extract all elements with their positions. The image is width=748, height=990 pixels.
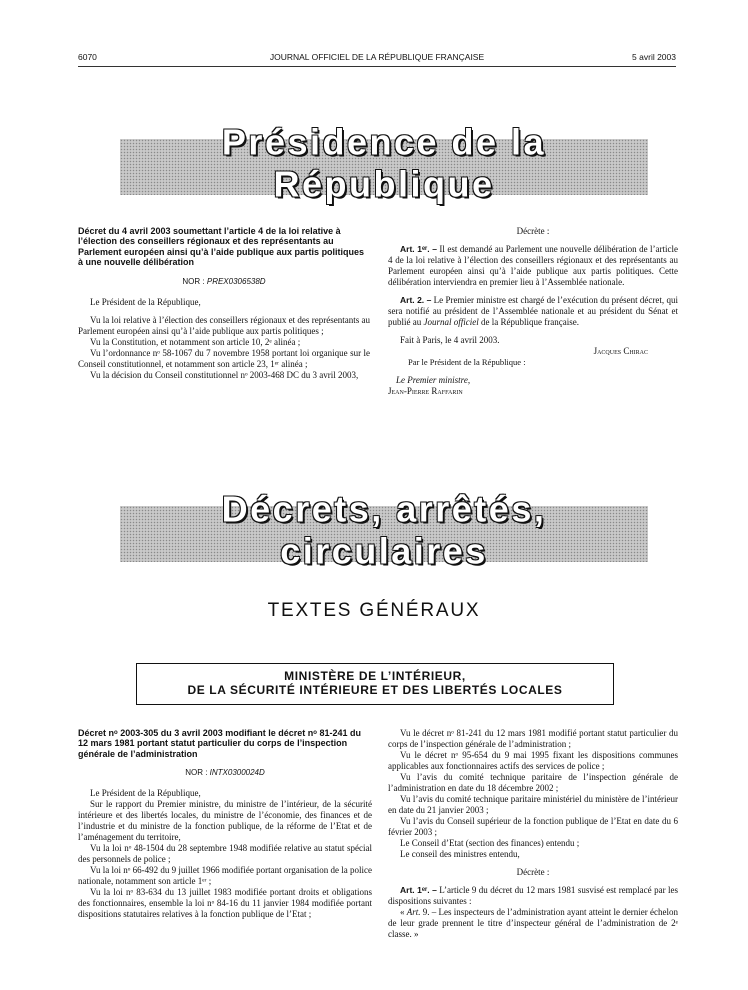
decree2-art1-label: Art. 1ᵉʳ. –: [400, 885, 437, 895]
decree1-paragraph: Vu la loi relative à l’élection des conseillers régionaux et des représentants au Parlement européen ainsi qu’à l’aide publique aux partis politiques ;: [78, 314, 370, 336]
decree1-title: Décret du 4 avril 2003 soumettant l’article 4 de la loi relative à l’élection des conseillers régionaux et des représentants au Parlement européen ainsi qu’à l’aide publique aux partis politiques à une nouvelle délibération: [78, 226, 365, 268]
decree2-paragraph: Vu l’avis du comité technique paritaire de l’inspection générale de l’administration en date du 18 décembre 2002 ;: [388, 772, 678, 793]
decree1-right-column: [388, 226, 678, 397]
decree1-paragraph: Vu l’ordonnance nᵒ 58-1067 du 7 novembre 1958 portant loi organique sur le Conseil constitutionnel, et notamment son article 23, 1ᵉʳ alinéa ;: [78, 347, 370, 369]
decree1-fait: Fait à Paris, le 4 avril 2003.: [400, 335, 500, 345]
decree2-paragraph: Vu le décret nᵒ 95-654 du 9 mai 1995 fixant les dispositions communes applicables aux fonctionnaires actifs des services de police ;: [388, 750, 678, 771]
decree2-paragraph: Le Conseil d’Etat (section des finances) entendu ;: [400, 838, 580, 848]
decree2-paragraph: Vu la loi nᵒ 66-492 du 9 juillet 1966 modifiée portant organisation de la police nationale, notamment son article 1ᵉʳ ;: [78, 865, 372, 887]
decree1-article-1: [388, 244, 678, 288]
decree2-decrete: Décrète :: [516, 867, 550, 877]
decree1-article-2: [388, 295, 678, 328]
decree2-nor-label: NOR :: [185, 768, 210, 778]
decree1-paragraph: Vu la Constitution, et notamment son article 10, 2ᵉ alinéa ;: [90, 336, 301, 347]
page-number: 6070: [78, 52, 97, 62]
decree1-premier-ministre-name: Jean-Pierre Raffarin: [388, 386, 463, 396]
decree1-art2-journal: Journal officiel: [423, 317, 479, 327]
decree1-nor-code: PREX0306538D: [206, 276, 266, 286]
banner-decrets: [120, 488, 648, 572]
decree2-paragraph: Vu la loi nᵒ 48-1504 du 28 septembre 1948 modifiée relative au statut spécial des personnels de police ;: [78, 843, 372, 865]
decree1-paragraph: Le Président de la République,: [90, 296, 201, 307]
banner-decrets-title: Décrets, arrêtés, circulaires: [221, 488, 547, 572]
decree2-paragraph: Le conseil des ministres entendu,: [400, 849, 520, 859]
decree1-art1-label: Art. 1ᵉʳ. –: [400, 244, 437, 254]
decree1-paragraph: Vu la décision du Conseil constitutionnel nᵒ 2003-468 DC du 3 avril 2003,: [90, 369, 359, 380]
decree1-nor-label: NOR :: [182, 276, 207, 286]
decree1-nor: [78, 276, 370, 287]
section-title: TEXTES GÉNÉRAUX: [267, 600, 481, 621]
ministry-line-2: DE LA SÉCURITÉ INTÉRIEURE ET DES LIBERTÉS LOCALES: [187, 683, 563, 697]
decree1-art2-text: Le Premier ministre est chargé de l’exécution du présent décret, qui sera notifié au président de l’Assemblée nationale et au président du Sénat et publié au: [388, 295, 678, 327]
banner-presidence-title: Présidence de la République: [221, 121, 547, 205]
decree2-paragraph: Sur le rapport du Premier ministre, du ministre de l’intérieur, de la sécurité intérieure et des libertés locales, du ministre de l’économie, des finances et de l’industrie et du ministre de la fonction publique, de la réforme de l’Etat et de l’aménagement du territoire,: [78, 799, 372, 843]
header-rule: [78, 66, 676, 67]
decree2-paragraph: Vu la loi nᵒ 83-634 du 13 juillet 1983 modifiée portant droits et obligations des fonctionnaires, ensemble la loi nᵒ 84-16 du 11 janvier 1984 modifiée portant dispositions statutaires relatives à la fonction publique de l’Etat ;: [78, 887, 372, 920]
decree2-right-column: [388, 728, 678, 940]
decree2-paragraph: Vu le décret nᵒ 81-241 du 12 mars 1981 modifié portant statut particulier du corps de l’inspection générale de l’administration ;: [388, 728, 678, 749]
decree1-signatory: Jacques Chirac: [593, 346, 648, 356]
decree1-left-column: [78, 226, 370, 381]
decree2-paragraph: Vu l’avis du comité technique paritaire ministériel du ministère de l’intérieur en date du 21 janvier 2003 ;: [388, 794, 678, 815]
decree2-quote-open: «: [400, 907, 407, 917]
decree2-paragraph: Le Président de la République,: [90, 788, 201, 799]
decree2-nor-code: INTX0300024D: [209, 768, 265, 778]
decree1-premier-ministre-label: Le Premier ministre,: [396, 375, 471, 385]
decree1-art2-text-end: de la République française.: [478, 317, 579, 327]
decree1-par-le-president: Par le Président de la République :: [408, 357, 526, 367]
issue-date: 5 avril 2003: [632, 52, 676, 62]
decree2-quoted-article: [388, 907, 678, 940]
journal-title: JOURNAL OFFICIEL DE LA RÉPUBLIQUE FRANÇAISE: [269, 52, 485, 62]
decree1-art1-text: Il est demandé au Parlement une nouvelle délibération de l’article 4 de la loi relative à l’élection des conseillers régionaux et des représentants au Parlement européen ainsi qu’à l’aide publique aux partis politiques. Cette délibération interviendra en premier lieu à l’Assemblée nationale.: [388, 244, 679, 287]
banner-presidence: [120, 121, 648, 205]
ministry-box: [136, 663, 614, 705]
decree2-quote-text: 9. – Les inspecteurs de l’administration ayant atteint le dernier échelon de leur grade prennent le titre d’inspecteur général de l’administration de 2ᵉ classe. »: [388, 907, 678, 939]
decree1-art2-label: Art. 2. –: [400, 295, 432, 305]
decree2-paragraph: Vu l’avis du Conseil supérieur de la fonction publique de l’Etat en date du 6 février 2003 ;: [388, 816, 678, 837]
page-header: [78, 52, 676, 66]
decree2-left-column: [78, 728, 372, 920]
decree2-nor: [78, 767, 372, 778]
ministry-line-1: MINISTÈRE DE L’INTÉRIEUR,: [284, 669, 466, 683]
decree2-art1-text: L’article 9 du décret du 12 mars 1981 susvisé est remplacé par les dispositions suivantes :: [388, 885, 679, 906]
decree2-quote-art: Art.: [406, 907, 421, 917]
decree1-decrete: Décrète :: [516, 226, 550, 236]
decree2-article-1: [388, 885, 678, 907]
decree2-title: Décret nᵒ 2003-305 du 3 avril 2003 modifiant le décret nᵒ 81-241 du 12 mars 1981 portant statut particulier du corps de l’inspection générale de l’administration: [78, 728, 362, 759]
